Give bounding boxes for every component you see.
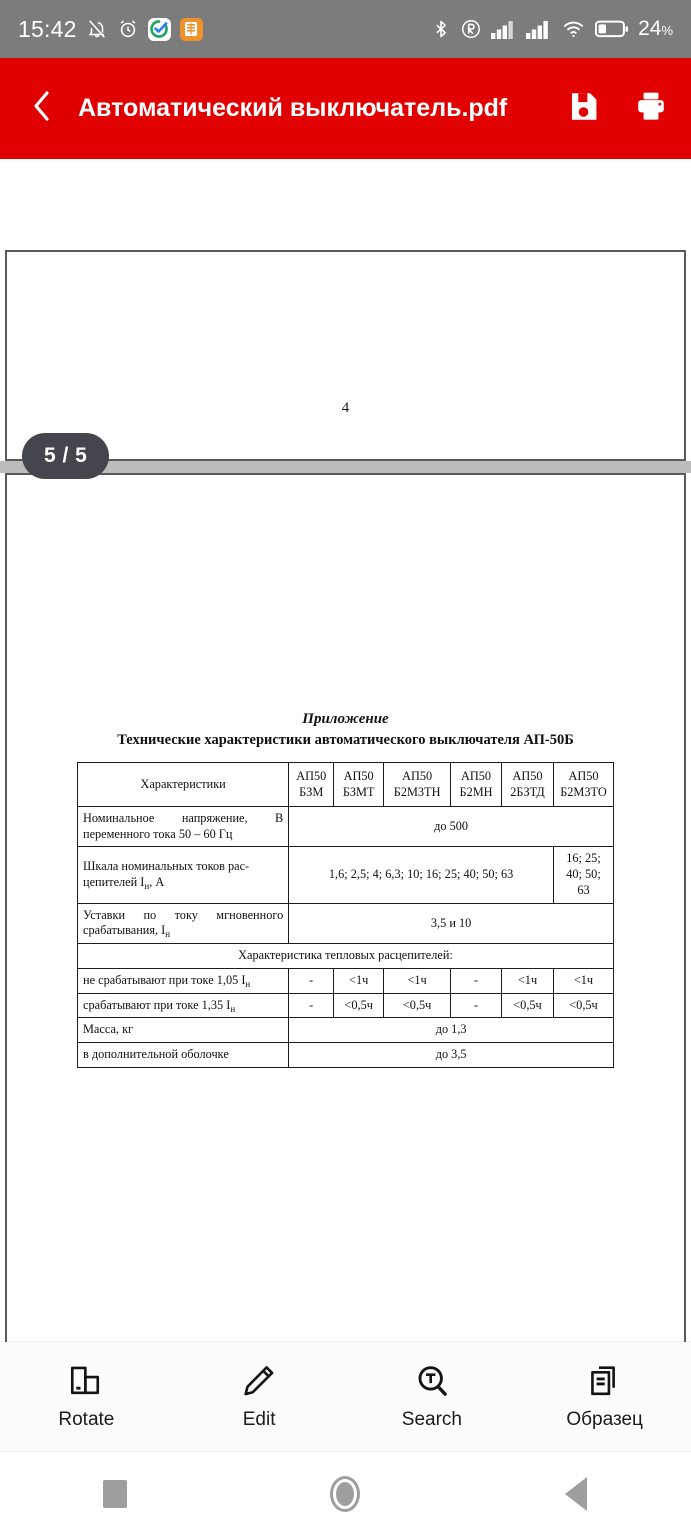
table-caption: Технические характеристики автоматического выключателя АП-50Б <box>117 732 574 748</box>
back-button[interactable] <box>22 87 62 131</box>
specifications-table <box>77 762 614 1068</box>
app-badge-green-icon <box>148 18 171 41</box>
row-cell: <1ч <box>334 968 384 993</box>
table-row <box>78 1018 614 1043</box>
document-title: Автоматический выключатель.pdf <box>78 94 508 122</box>
signal-bars-sim1-icon <box>491 19 517 39</box>
text-search-icon <box>415 1362 449 1400</box>
section-thermal-releases: Характеристика тепловых расцепителей: <box>78 944 614 969</box>
page-folio-number: 4 <box>341 400 350 416</box>
row-cell: - <box>451 968 502 993</box>
table-section-row <box>78 944 614 969</box>
pdf-viewer[interactable] <box>0 159 691 1342</box>
row-cell: <0,5ч <box>502 993 554 1018</box>
appendix-heading: Приложение <box>302 711 389 727</box>
app-bar <box>0 58 691 159</box>
table-row <box>78 968 614 993</box>
row-value-mass: до 1,3 <box>289 1018 614 1043</box>
status-clock: 15:42 <box>18 15 77 42</box>
signal-bars-sim2-icon <box>526 19 552 39</box>
toolbar-label-search: Search <box>401 1409 462 1430</box>
page-indicator: 5 / 5 <box>22 433 109 479</box>
battery-icon <box>595 19 629 39</box>
printer-icon <box>634 90 668 127</box>
battery-percentage: 24% <box>638 17 673 40</box>
row-value-instant-trip: 3,5 и 10 <box>289 903 614 943</box>
row-label-current-scale: Шкала номинальных токов рас- цепителей $I_н$, А <box>78 847 289 903</box>
toolbar-label-sample: Образец <box>566 1409 643 1430</box>
save-button[interactable] <box>565 91 601 127</box>
row-label-instant-trip: Уставки по току мгновенного срабатывания, $I_н$ <box>78 903 289 943</box>
copy-sample-icon <box>588 1362 622 1400</box>
table-header-ap50-b2mn: АП50 Б2МН <box>451 763 502 807</box>
row-cell: - <box>289 968 334 993</box>
row-value-enclosure: до 3,5 <box>289 1043 614 1068</box>
table-row <box>78 807 614 847</box>
toolbar-label-rotate: Rotate <box>58 1409 115 1430</box>
row-label-enclosure: в дополнительной оболочке <box>78 1043 289 1068</box>
home-button[interactable] <box>285 1464 405 1524</box>
table-row <box>78 903 614 943</box>
recents-button[interactable] <box>55 1464 175 1524</box>
toolbar-label-edit: Edit <box>242 1409 276 1430</box>
row-cell: <0,5ч <box>334 993 384 1018</box>
table-header-characteristics: Характеристики <box>78 763 289 807</box>
floppy-save-icon <box>567 90 600 128</box>
row-cell: <0,5ч <box>384 993 451 1018</box>
status-bar-left <box>18 16 203 43</box>
row-label-no-trip: не срабатывают при токе 1,05 $I_н$ <box>78 968 289 993</box>
app-badge-orange-icon <box>180 18 203 41</box>
status-bar-right <box>431 17 673 41</box>
pencil-edit-icon <box>242 1362 276 1400</box>
row-cell: <1ч <box>553 968 613 993</box>
bottom-toolbar <box>0 1342 691 1451</box>
android-nav-bar <box>0 1451 691 1536</box>
row-label-mass: Масса, кг <box>78 1018 289 1043</box>
document-content <box>7 711 684 1068</box>
pdf-page-current <box>5 473 686 1342</box>
status-bar <box>0 0 691 58</box>
row-label-trip: срабатывают при токе 1,35 $I_н$ <box>78 993 289 1018</box>
toolbar-item-sample[interactable] <box>530 1362 680 1431</box>
toolbar-item-rotate[interactable] <box>11 1362 161 1431</box>
recents-square-icon <box>103 1480 127 1508</box>
row-value-rated-voltage: до 500 <box>289 807 614 847</box>
table-header-ap50-2bztd: АП50 2БЗТД <box>502 763 554 807</box>
table-row <box>78 1043 614 1068</box>
table-row <box>78 847 614 903</box>
row-label-rated-voltage: Номинальное напряжение, В переменного тока 50 – 60 Гц <box>78 807 289 847</box>
toolbar-item-edit[interactable] <box>184 1362 334 1431</box>
row-cell: - <box>289 993 334 1018</box>
alarm-clock-icon <box>117 18 139 40</box>
row-value-current-scale-main: 1,6; 2,5; 4; 6,3; 10; 16; 25; 40; 50; 63 <box>289 847 554 903</box>
wifi-icon <box>561 18 586 40</box>
row-cell: <1ч <box>384 968 451 993</box>
back-triangle-icon <box>565 1477 587 1511</box>
row-cell: <0,5ч <box>553 993 613 1018</box>
table-header-ap50-bzm: АП50 БЗМ <box>289 763 334 807</box>
table-header-ap50-b2m3tn: АП50 Б2М3ТН <box>384 763 451 807</box>
home-circle-icon <box>330 1476 360 1512</box>
toolbar-item-search[interactable] <box>357 1362 507 1431</box>
table-header-row <box>78 763 614 807</box>
roaming-icon <box>460 18 482 40</box>
nav-back-button[interactable] <box>516 1464 636 1524</box>
pdf-page-previous <box>5 250 686 461</box>
table-header-ap50-b2m3to: АП50 Б2М3ТО <box>553 763 613 807</box>
bluetooth-icon <box>431 18 451 40</box>
row-value-current-scale-b2m3to: 16; 25; 40; 50; 63 <box>553 847 613 903</box>
rotate-pages-icon <box>69 1362 103 1400</box>
row-cell: - <box>451 993 502 1018</box>
table-header-ap50-bzmt: АП50 БЗМТ <box>334 763 384 807</box>
chevron-left-icon <box>29 89 55 128</box>
print-button[interactable] <box>633 91 669 127</box>
app-bar-actions <box>565 91 669 127</box>
table-row <box>78 993 614 1018</box>
bell-muted-icon <box>86 18 108 40</box>
row-cell: <1ч <box>502 968 554 993</box>
